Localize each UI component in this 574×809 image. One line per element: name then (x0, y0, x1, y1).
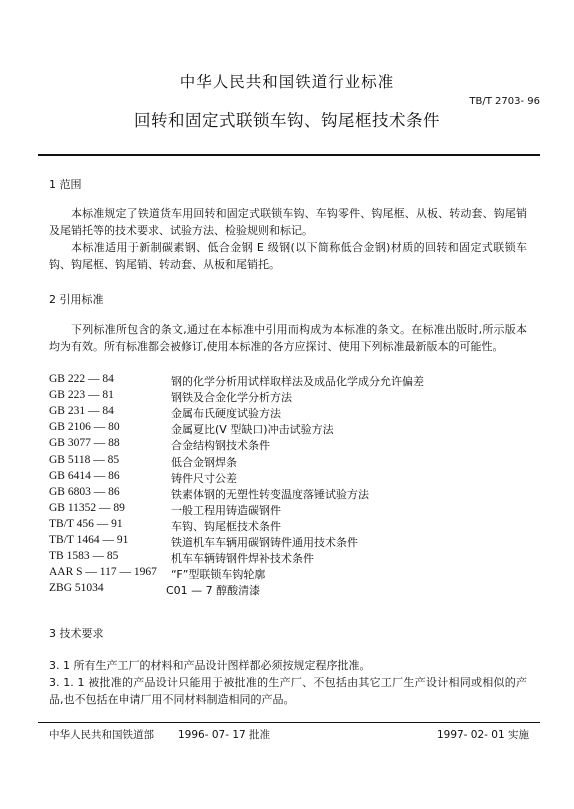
reference-code: TB 1583 — 85 (49, 550, 119, 563)
document-title: 回转和固定式联锁车钩、钩尾框技术条件 (134, 111, 440, 130)
footer-approval-date: 1996- 07- 17 批准 (178, 729, 271, 741)
reference-code: GB 223 — 81 (49, 389, 114, 402)
reference-title: 铁素体钢的无塑性转变温度落锤试验方法 (171, 487, 369, 501)
reference-title: 一般工程用铸造碳钢件 (171, 503, 281, 517)
section-3-heading: 3 技术要求 (49, 627, 104, 640)
reference-code: GB 6414 — 86 (49, 469, 120, 482)
standard-code: TB/T 2703- 96 (469, 96, 540, 107)
reference-title: 钢铁及合金化学分析方法 (171, 391, 292, 405)
reference-code: GB 5118 — 85 (49, 453, 120, 466)
reference-code: ZBG 51034 (49, 582, 104, 595)
reference-title: 铁道机车车辆用碳钢铸件通用技术条件 (171, 536, 358, 549)
reference-code: AAR S — 117 — 1967 (49, 566, 157, 579)
clause-3-1-1: 3. 1. 1 被批准的产品设计只能用于被批准的生产厂、不包括由其它工厂生产设计相同或相似的产品,也不包括在申请厂用不同材料制造相同的产品。 (49, 676, 527, 706)
section-2-heading: 2 引用标准 (49, 293, 104, 306)
standard-category: 中华人民共和国铁道行业标准 (179, 73, 395, 91)
reference-title: 合金结构钢技术条件 (171, 439, 270, 453)
reference-code: TB/T 456 — 91 (49, 517, 123, 530)
reference-title: 金属布氏硬度试验方法 (171, 407, 281, 421)
reference-code: GB 222 — 84 (49, 373, 114, 385)
header-rule (38, 154, 540, 156)
section-2-intro: 下列标准所包含的条文,通过在本标准中引用而构成为本标准的条文。在标准出版时,所示版本均为有效。所有标准都会被修订,使用本标准的各方应探讨、使用下列标准最新版本的可能性。 (49, 323, 527, 353)
reference-title: 铸件尺寸公差 (171, 471, 237, 485)
footer-effective-date: 1997- 02- 01 实施 (436, 729, 529, 741)
section-1-paragraph-1: 本标准规定了铁道货车用回转和固定式联锁车钩、车钩零件、钩尾框、从板、转动套、钩尾销及尾销托等的技术要求、试验方法、检验规则和标记。 (49, 207, 527, 237)
reference-title: “F”型联锁车钩轮廓 (171, 568, 266, 582)
reference-code: TB/T 1464 — 91 (49, 534, 129, 546)
reference-code: GB 11352 — 89 (49, 501, 125, 514)
reference-title: 钢的化学分析用试样取样法及成品化学成分允许偏差 (171, 375, 424, 388)
footer-rule (38, 722, 540, 723)
section-1-heading: 1 范围 (49, 178, 82, 191)
section-1-paragraph-2: 本标准适用于新制碳素钢、低合金钢 E 级钢(以下简称低合金钢)材质的回转和固定式联锁车钩、钩尾框、钩尾销、转动套、从板和尾销托。 (49, 241, 527, 271)
reference-title: C01 — 7 醇酸清漆 (166, 584, 261, 598)
reference-code: GB 6803 — 86 (49, 485, 120, 498)
footer-issuer: 中华人民共和国铁道部 (49, 729, 154, 741)
reference-title: 机车车辆铸钢件焊补技术条件 (171, 552, 314, 566)
reference-title: 低合金钢焊条 (171, 455, 237, 469)
reference-title: 金属夏比(V 型缺口)冲击试验方法 (171, 423, 334, 437)
reference-code: GB 3077 — 88 (49, 437, 120, 450)
reference-title: 车钩、钩尾框技术条件 (171, 519, 281, 533)
clause-3-1: 3. 1 所有生产工厂的材料和产品设计图样都必须按规定程序批准。 (49, 659, 371, 672)
reference-code: GB 231 — 84 (49, 405, 114, 418)
reference-code: GB 2106 — 80 (49, 421, 120, 434)
